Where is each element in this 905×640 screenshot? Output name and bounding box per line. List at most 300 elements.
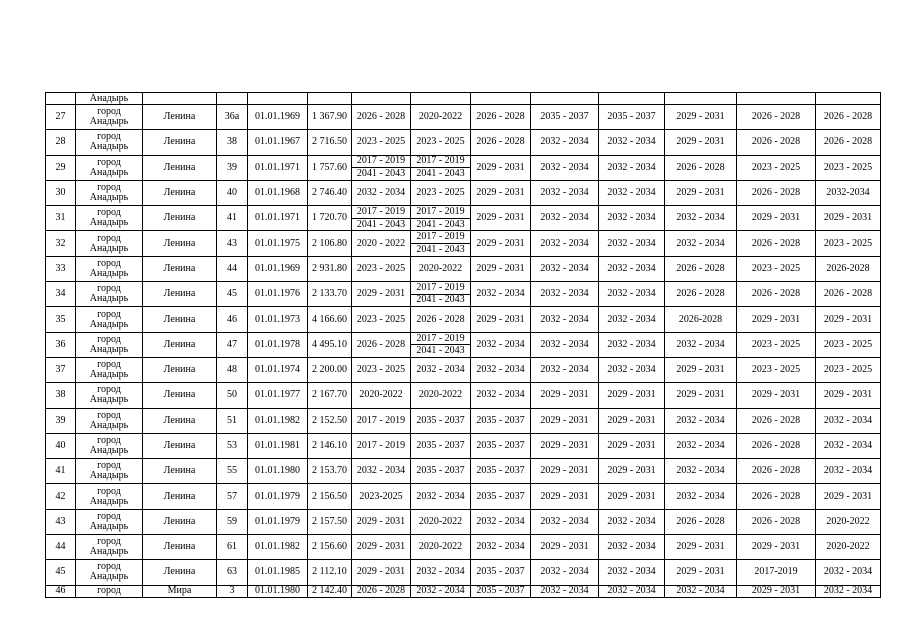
cell-period: 2032 - 2034 [665, 433, 737, 458]
period-line: 2017 - 2019 [356, 155, 406, 167]
cell-city [76, 383, 143, 408]
cell-house: 46 [217, 307, 248, 332]
cell-area: 2 156.60 [308, 535, 352, 560]
cell-area: 4 166.60 [308, 307, 352, 332]
cell-date: 01.01.1969 [248, 256, 308, 281]
cell-period: 2026 - 2028 [737, 484, 816, 509]
cell-period: 2017 - 2019 [352, 408, 411, 433]
cell-period: 2029 - 2031 [531, 459, 599, 484]
cell-period: 2032 - 2034 [531, 206, 599, 231]
cell-city [76, 484, 143, 509]
cell-period [665, 93, 737, 105]
cell-no: 33 [46, 256, 76, 281]
cell-period: 2026-2028 [816, 256, 881, 281]
cell-city [76, 332, 143, 357]
cell-city [76, 180, 143, 205]
city-line: город [97, 435, 121, 446]
period-line: 2017 - 2019 [416, 281, 465, 293]
cell-period: 2023 - 2025 [352, 256, 411, 281]
table-row [46, 560, 881, 585]
city-line: Анадырь [89, 419, 129, 431]
split-period [411, 156, 470, 180]
split-period [352, 156, 410, 180]
cell-house: 48 [217, 357, 248, 382]
cell-period: 2032 - 2034 [471, 383, 531, 408]
cell-period: 2023 - 2025 [737, 332, 816, 357]
city-line: Анадырь [89, 343, 129, 355]
cell-period: 2029 - 2031 [352, 560, 411, 585]
cell-period: 2032 - 2034 [599, 585, 665, 597]
cell-city [76, 433, 143, 458]
cell-period: 2032 - 2034 [471, 509, 531, 534]
cell-period: 2032-2034 [816, 180, 881, 205]
cell-period: 2035 - 2037 [471, 433, 531, 458]
cell-street: Ленина [143, 231, 217, 256]
cell-house: 39 [217, 155, 248, 180]
cell-house: 57 [217, 484, 248, 509]
table-row [46, 383, 881, 408]
city-line: город [97, 182, 121, 194]
cell-no: 46 [46, 585, 76, 597]
cell-house: 51 [217, 408, 248, 433]
cell-street: Ленина [143, 408, 217, 433]
cell-period: 2029 - 2031 [471, 180, 531, 205]
cell-period: 2026 - 2028 [737, 282, 816, 307]
cell-street: Ленина [143, 560, 217, 585]
cell-period: 2023 - 2025 [737, 357, 816, 382]
cell-city [76, 535, 143, 560]
cell-period: 2023-2025 [352, 484, 411, 509]
cell-period [411, 332, 471, 357]
cell-date: 01.01.1985 [248, 560, 308, 585]
cell-city [76, 155, 143, 180]
cell-street: Ленина [143, 256, 217, 281]
cell-period: 2032 - 2034 [352, 180, 411, 205]
cell-date [248, 93, 308, 105]
city-line: город [97, 131, 121, 143]
cell-city [76, 256, 143, 281]
cell-street [143, 93, 217, 105]
table-row [46, 180, 881, 205]
cell-period [599, 93, 665, 105]
city-line: город [97, 333, 121, 345]
cell-period [471, 93, 531, 105]
city-line: Анадырь [89, 470, 129, 482]
cell-period: 2026 - 2028 [737, 130, 816, 155]
cell-period [352, 93, 411, 105]
cell-no: 39 [46, 408, 76, 433]
cell-period: 2029 - 2031 [471, 231, 531, 256]
cell-area: 2 746.40 [308, 180, 352, 205]
cell-date: 01.01.1968 [248, 180, 308, 205]
table-row [46, 459, 881, 484]
cell-period: 2035 - 2037 [411, 408, 471, 433]
cell-house: 45 [217, 282, 248, 307]
cell-period: 2032 - 2034 [411, 585, 471, 597]
cell-period: 2032 - 2034 [599, 206, 665, 231]
cell-period: 2029 - 2031 [352, 509, 411, 534]
cell-period: 2020-2022 [411, 383, 471, 408]
cell-period: 2032 - 2034 [599, 509, 665, 534]
cell-period: 2023 - 2025 [411, 180, 471, 205]
cell-area: 2 167.70 [308, 383, 352, 408]
table-body [46, 93, 881, 598]
city-line: Анадырь [89, 445, 129, 456]
cell-area: 2 106.80 [308, 231, 352, 256]
cell-street: Ленина [143, 459, 217, 484]
cell-period: 2035 - 2037 [471, 484, 531, 509]
table-row [46, 357, 881, 382]
cell-period: 2029 - 2031 [531, 484, 599, 509]
cell-period: 2029 - 2031 [665, 180, 737, 205]
cell-house: 41 [217, 206, 248, 231]
cell-house: 55 [217, 459, 248, 484]
cell-area: 4 495.10 [308, 332, 352, 357]
cell-period: 2026 - 2028 [665, 256, 737, 281]
cell-period: 2020 - 2022 [352, 231, 411, 256]
city-line: Анадырь [89, 369, 129, 381]
city-line: Анадырь [89, 166, 129, 178]
table-row [46, 256, 881, 281]
cell-area: 2 156.50 [308, 484, 352, 509]
cell-city [76, 231, 143, 256]
table-row [46, 307, 881, 332]
cell-period: 2026 - 2028 [737, 408, 816, 433]
cell-period: 2029 - 2031 [665, 130, 737, 155]
city-line: город [97, 409, 121, 421]
cell-period: 2029 - 2031 [816, 206, 881, 231]
cell-area: 2 716.50 [308, 130, 352, 155]
cell-street: Ленина [143, 357, 217, 382]
cell-period: 2032 - 2034 [599, 560, 665, 585]
cell-date: 01.01.1971 [248, 206, 308, 231]
cell-city [76, 307, 143, 332]
period-line: 2041 - 2043 [411, 294, 470, 307]
cell-period: 2023 - 2025 [816, 155, 881, 180]
cell-date: 01.01.1967 [248, 130, 308, 155]
cell-no: 44 [46, 535, 76, 560]
city-line: Анадырь [89, 318, 129, 330]
cell-period [531, 93, 599, 105]
cell-period: 2026 - 2028 [737, 231, 816, 256]
cell-date: 01.01.1980 [248, 585, 308, 597]
cell-period: 2023 - 2025 [816, 357, 881, 382]
cell-no: 45 [46, 560, 76, 585]
cell-period: 2029 - 2031 [599, 484, 665, 509]
cell-period: 2035 - 2037 [471, 408, 531, 433]
cell-period: 2032 - 2034 [531, 585, 599, 597]
cell-period: 2035 - 2037 [471, 560, 531, 585]
period-line: 2041 - 2043 [411, 167, 470, 180]
cell-period: 2029 - 2031 [531, 433, 599, 458]
cell-date: 01.01.1978 [248, 332, 308, 357]
cell-period: 2029 - 2031 [665, 383, 737, 408]
city-line: Анадырь [89, 267, 129, 279]
cell-period: 2032 - 2034 [599, 155, 665, 180]
cell-house: 63 [217, 560, 248, 585]
cell-period: 2032 - 2034 [411, 484, 471, 509]
cell-street: Ленина [143, 433, 217, 458]
cell-house: 36а [217, 105, 248, 130]
cell-street: Ленина [143, 282, 217, 307]
cell-period [411, 206, 471, 231]
cell-period: 2032 - 2034 [531, 560, 599, 585]
table-row [46, 155, 881, 180]
cell-period: 2026 - 2028 [665, 509, 737, 534]
period-line: 2017 - 2019 [416, 155, 465, 167]
cell-period: 2032 - 2034 [531, 231, 599, 256]
cell-period: 2032 - 2034 [665, 484, 737, 509]
cell-city: город [76, 585, 143, 597]
cell-period: 2029 - 2031 [737, 585, 816, 597]
table-row [46, 585, 881, 597]
cell-area: 2 146.10 [308, 433, 352, 458]
cell-period: 2035 - 2037 [531, 105, 599, 130]
cell-period: 2032 - 2034 [599, 130, 665, 155]
cell-period: 2026 - 2028 [352, 585, 411, 597]
table-row [46, 509, 881, 534]
cell-date: 01.01.1977 [248, 383, 308, 408]
table-row [46, 408, 881, 433]
cell-area: 1 367.90 [308, 105, 352, 130]
cell-period: 2020-2022 [411, 509, 471, 534]
cell-date: 01.01.1982 [248, 408, 308, 433]
cell-street: Ленина [143, 509, 217, 534]
cell-period: 2032 - 2034 [531, 332, 599, 357]
cell-date: 01.01.1975 [248, 231, 308, 256]
cell-period: 2029 - 2031 [531, 383, 599, 408]
city-line: город [97, 106, 121, 118]
cell-date: 01.01.1971 [248, 155, 308, 180]
cell-period: 2026 - 2028 [737, 459, 816, 484]
cell-period: 2032 - 2034 [599, 535, 665, 560]
cell-period: 2032 - 2034 [411, 357, 471, 382]
period-line: 2041 - 2043 [352, 167, 410, 180]
split-period [411, 206, 470, 230]
repair-schedule-table [45, 92, 881, 598]
cell-no: 32 [46, 231, 76, 256]
city-line: Анадырь [89, 495, 129, 507]
cell-period: 2032 - 2034 [665, 231, 737, 256]
cell-period: 2026 - 2028 [737, 105, 816, 130]
table-row-continued [46, 93, 881, 105]
cell-period: 2032 - 2034 [471, 535, 531, 560]
cell-street: Ленина [143, 535, 217, 560]
city-line: город [97, 156, 121, 168]
cell-city [76, 130, 143, 155]
period-line: 2041 - 2043 [411, 218, 470, 231]
city-line: город [97, 384, 121, 396]
cell-area: 2 153.70 [308, 459, 352, 484]
cell-no: 37 [46, 357, 76, 382]
table-row [46, 206, 881, 231]
cell-period: 2032 - 2034 [665, 206, 737, 231]
period-line: 2041 - 2043 [411, 344, 470, 357]
cell-period: 2026 - 2028 [665, 282, 737, 307]
cell-no: 41 [46, 459, 76, 484]
cell-period: 2026 - 2028 [352, 105, 411, 130]
cell-city [76, 357, 143, 382]
cell-house: 47 [217, 332, 248, 357]
cell-no: 38 [46, 383, 76, 408]
cell-period: 2032 - 2034 [531, 357, 599, 382]
cell-period: 2032 - 2034 [531, 509, 599, 534]
cell-period: 2032 - 2034 [531, 256, 599, 281]
cell-period [411, 155, 471, 180]
table-row [46, 282, 881, 307]
table-row [46, 484, 881, 509]
cell-date: 01.01.1974 [248, 357, 308, 382]
cell-no: 40 [46, 433, 76, 458]
cell-period [352, 155, 411, 180]
period-line: 2017 - 2019 [356, 206, 406, 218]
cell-period: 2029 - 2031 [737, 383, 816, 408]
cell-period: 2020-2022 [352, 383, 411, 408]
cell-city [76, 459, 143, 484]
city-line: город [97, 232, 121, 244]
cell-period: 2026 - 2028 [352, 332, 411, 357]
cell-period: 2029 - 2031 [471, 256, 531, 281]
cell-period: 2032 - 2034 [599, 256, 665, 281]
cell-period: 2029 - 2031 [599, 433, 665, 458]
cell-area [308, 93, 352, 105]
cell-period: 2035 - 2037 [411, 433, 471, 458]
cell-period: 2032 - 2034 [599, 307, 665, 332]
cell-street: Ленина [143, 105, 217, 130]
cell-house: 38 [217, 130, 248, 155]
cell-date: 01.01.1981 [248, 433, 308, 458]
city-line: город [97, 460, 121, 472]
city-line: город [97, 308, 121, 320]
city-line: Анадырь [89, 116, 129, 128]
cell-no [46, 93, 76, 105]
cell-city [76, 206, 143, 231]
cell-period: 2026-2028 [665, 307, 737, 332]
cell-period: 2035 - 2037 [411, 459, 471, 484]
city-line: город [97, 510, 121, 522]
city-line: город [97, 536, 121, 548]
cell-period: 2023 - 2025 [352, 130, 411, 155]
cell-street: Ленина [143, 332, 217, 357]
cell-period: 2029 - 2031 [352, 282, 411, 307]
cell-no: 28 [46, 130, 76, 155]
cell-area: 1 720.70 [308, 206, 352, 231]
cell-period [816, 93, 881, 105]
cell-period: 2026 - 2028 [816, 105, 881, 130]
cell-no: 34 [46, 282, 76, 307]
cell-period: 2032 - 2034 [531, 155, 599, 180]
cell-area: 2 200.00 [308, 357, 352, 382]
cell-period: 2029 - 2031 [352, 535, 411, 560]
split-period [411, 232, 470, 256]
split-period [352, 206, 410, 230]
cell-period: 2029 - 2031 [665, 560, 737, 585]
cell-street: Ленина [143, 155, 217, 180]
cell-period: 2032 - 2034 [531, 282, 599, 307]
cell-period: 2029 - 2031 [531, 408, 599, 433]
cell-period: 2023 - 2025 [737, 155, 816, 180]
cell-period: 2032 - 2034 [471, 357, 531, 382]
cell-house: 44 [217, 256, 248, 281]
cell-area: 2 152.50 [308, 408, 352, 433]
cell-house: 61 [217, 535, 248, 560]
cell-period: 2026 - 2028 [471, 130, 531, 155]
cell-no: 30 [46, 180, 76, 205]
city-line: Анадырь [89, 217, 129, 229]
cell-period: 2032 - 2034 [599, 180, 665, 205]
cell-period [411, 231, 471, 256]
cell-period: 2026 - 2028 [471, 105, 531, 130]
city-line: город [97, 207, 121, 219]
cell-period: 2029 - 2031 [471, 307, 531, 332]
cell-period: 2032 - 2034 [599, 357, 665, 382]
cell-period: 2032 - 2034 [665, 459, 737, 484]
cell-street: Ленина [143, 206, 217, 231]
cell-period [411, 282, 471, 307]
cell-street: Ленина [143, 130, 217, 155]
cell-no: 42 [46, 484, 76, 509]
city-line: город [97, 561, 121, 573]
cell-period: 2023 - 2025 [411, 130, 471, 155]
cell-date: 01.01.1979 [248, 509, 308, 534]
cell-area: 2 142.40 [308, 585, 352, 597]
cell-period: 2023 - 2025 [352, 307, 411, 332]
cell-period: 2023 - 2025 [737, 256, 816, 281]
cell-period: 2029 - 2031 [737, 307, 816, 332]
cell-period: 2032 - 2034 [816, 585, 881, 597]
split-period [411, 282, 470, 306]
cell-period: 2032 - 2034 [816, 433, 881, 458]
cell-period: 2032 - 2034 [352, 459, 411, 484]
cell-period: 2023 - 2025 [352, 357, 411, 382]
cell-period: 2035 - 2037 [599, 105, 665, 130]
table-row [46, 332, 881, 357]
cell-period: 2032 - 2034 [531, 180, 599, 205]
city-line: город [97, 359, 121, 371]
cell-no: 29 [46, 155, 76, 180]
table-row [46, 535, 881, 560]
cell-city [76, 408, 143, 433]
cell-house: 3 [217, 585, 248, 597]
cell-period: 2029 - 2031 [816, 383, 881, 408]
cell-period: 2026 - 2028 [816, 282, 881, 307]
cell-period: 2029 - 2031 [599, 383, 665, 408]
cell-period: 2029 - 2031 [471, 155, 531, 180]
cell-period: 2032 - 2034 [599, 231, 665, 256]
cell-period: 2017-2019 [737, 560, 816, 585]
cell-street: Мира [143, 585, 217, 597]
cell-period: 2029 - 2031 [816, 307, 881, 332]
period-line: 2041 - 2043 [411, 243, 470, 256]
cell-period: 2023 - 2025 [816, 231, 881, 256]
cell-period: 2026 - 2028 [737, 509, 816, 534]
cell-area: 2 931.80 [308, 256, 352, 281]
cell-period: 2023 - 2025 [816, 332, 881, 357]
cell-period: 2032 - 2034 [531, 130, 599, 155]
cell-period: 2032 - 2034 [411, 560, 471, 585]
city-line: Анадырь [89, 394, 129, 406]
cell-area: 2 112.10 [308, 560, 352, 585]
cell-period [411, 93, 471, 105]
cell-area: 2 133.70 [308, 282, 352, 307]
cell-city [76, 282, 143, 307]
cell-no: 27 [46, 105, 76, 130]
city-line: Анадырь [89, 546, 129, 558]
cell-street: Ленина [143, 484, 217, 509]
cell-period: 2029 - 2031 [665, 357, 737, 382]
city-line: Анадырь [89, 242, 129, 254]
cell-no: 35 [46, 307, 76, 332]
